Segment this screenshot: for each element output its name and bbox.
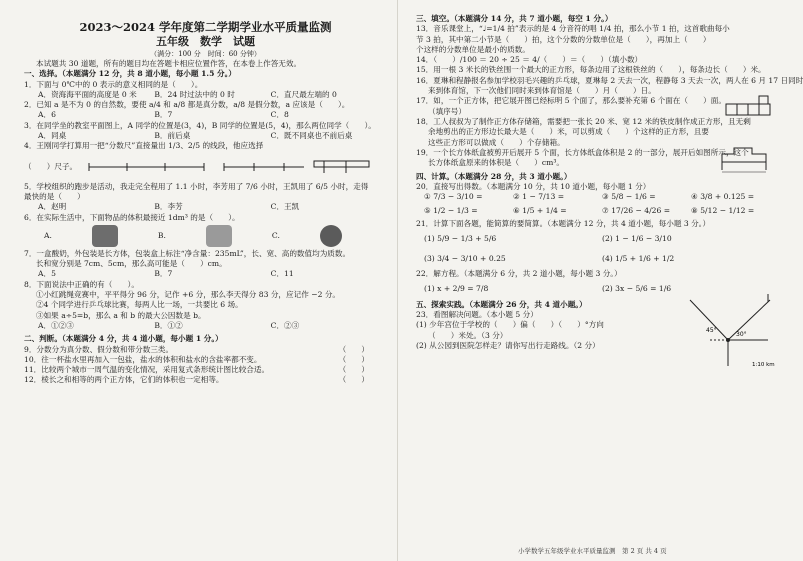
question-12-text: 12．棱长之和相等的两个正方体，它们的体积也一定相等。 bbox=[24, 375, 224, 385]
section-5-block bbox=[416, 299, 780, 368]
calc-item: ⑤ 1/2 − 1/3 = bbox=[424, 205, 478, 215]
calc-row-1 bbox=[416, 192, 780, 202]
question-21-row-2 bbox=[416, 249, 780, 269]
question-16: 16．夏琳和程静报名参加学校羽毛兴趣的乒乓球，夏琳每 2 天去一次，程静每 3 天去一次，两人在 6 月 17 日同时 bbox=[416, 75, 803, 85]
question-11-text: 11．比较两个城市一周气温的变化情况，采用复式条形统计图比较合适。 bbox=[24, 365, 270, 375]
exam-title: 2023～2024 学年度第二学期学业水平质量监测 bbox=[79, 20, 332, 34]
section-1-heading: 一、选择。（本题满分 12 分，共 8 道小题，每小题 1.5 分。） bbox=[24, 69, 236, 79]
question-23-part-2: (2) 从公园到医院怎样走？请你写出行走路线。（2 分） bbox=[416, 340, 600, 350]
exam-meta: （满分：100 分 时间：60 分钟） bbox=[150, 50, 261, 58]
right-page bbox=[397, 0, 803, 561]
cube-net-figure bbox=[724, 96, 780, 118]
question-17-block bbox=[416, 96, 780, 117]
map-angle-label: 30° bbox=[736, 330, 747, 338]
option: C．直尺最左端的 0 bbox=[270, 89, 337, 99]
option: B．①② bbox=[154, 320, 183, 330]
question-10-text: 10．往一杯盐水里再加入一包盐，盐水的体积和盐水的含盐率都不变。 bbox=[24, 354, 262, 364]
question-13-line-3: 个这样的分数单位是最小的质数。 bbox=[416, 44, 530, 54]
ball-image bbox=[320, 225, 342, 247]
option: A．赵明 bbox=[38, 202, 67, 212]
statement-3: ③如果 a÷5=b，那么 a 和 b 的最大公因数是 b。 bbox=[36, 310, 206, 320]
left-page bbox=[0, 0, 397, 561]
option: C．②③ bbox=[270, 320, 300, 330]
question-12 bbox=[24, 375, 387, 385]
question-18: 18．工人叔叔为了制作正方体存储箱，需要把一张长 20 米、宽 12 米的铁皮制作成正方形，且无剩 bbox=[416, 116, 751, 126]
question-17-line-2: （填序号） bbox=[428, 106, 466, 116]
question-21-row-1 bbox=[416, 229, 780, 249]
equation: (1) x + 2/9 = 7/8 bbox=[424, 284, 489, 294]
map-scale-label: 1:10 km bbox=[752, 361, 775, 368]
question-23: 23．看图解决问题。（本小题 5 分） bbox=[416, 309, 538, 319]
question-19: 19．一个长方体纸盒被剪开后展开 5 个面，长方体纸盒体积是 2 的一部分，展开后如图所示，这个 bbox=[416, 147, 749, 157]
option: A．①②③ bbox=[38, 320, 74, 330]
section-4-heading: 四、计算。（本题满分 28 分，共 3 道小题。） bbox=[416, 171, 572, 181]
backpack-image bbox=[92, 225, 118, 247]
question-7-tail: 长和宽分别是 7cm、5cm，那么高可能是（ ）cm。 bbox=[36, 259, 227, 269]
question-6-options bbox=[24, 223, 387, 249]
question-23-part-1: (1) 少年宫位于学校的（ ）偏（ ）（ ）°方向 bbox=[416, 320, 604, 330]
question-5-tail: 最快的是（ ） bbox=[24, 191, 85, 201]
statement-1: ①小红跳绳竞赛中，平平得分 96 分，记作 +6 分，那么李天得分 83 分，应记作 −2 分。 bbox=[36, 290, 341, 300]
question-13-line-2: 节 3 拍，其中第二小节是（ ）拍，这个分数的分数单位是（ ），再加上（ ） bbox=[416, 34, 711, 44]
question-23-part-1-tail: （ ）米处。（3 分） bbox=[428, 330, 508, 340]
question-19-block bbox=[416, 148, 780, 172]
answer-blank: （ ） bbox=[338, 354, 369, 364]
fraction-rulers-figure bbox=[84, 153, 374, 181]
box-net-figure bbox=[718, 144, 780, 174]
question-7: 7．一盒酸奶，外包装是长方体，包装盒上标注“净含量：235mL”，长、宽、高的数值均为质数。 bbox=[24, 248, 351, 258]
statement-2: ②4 个同学进行乒乓球比赛，每两人比一场，一共要比 6 场。 bbox=[36, 300, 243, 310]
calc-row-2 bbox=[416, 206, 780, 216]
exam-subtitle: 五年级 数学 试题 bbox=[156, 35, 255, 48]
calc-item: ④ 3/8 + 0.125 = bbox=[691, 192, 755, 202]
question-1-options bbox=[24, 90, 387, 100]
option: A．资海海平面的高度是 0 米 bbox=[38, 89, 137, 99]
calc-item: ⑦ 17/26 − 4/26 = bbox=[602, 205, 671, 215]
question-18-line-3: 这些正方形可以做成（ ）个存储箱。 bbox=[428, 137, 565, 147]
question-21: 21．计算下面各题，能简算的要简算。（本题满分 12 分，共 4 道小题，每小题 3 分。） bbox=[416, 219, 711, 229]
option: A．5 bbox=[38, 269, 56, 279]
option: A．同桌 bbox=[38, 131, 67, 141]
section-3-heading: 三、填空。（本题满分 14 分，共 7 道小题，每空 1 分。） bbox=[416, 14, 613, 23]
answer-blank: （ ） bbox=[338, 365, 369, 375]
answer-blank: （ ） bbox=[338, 344, 369, 354]
question-4-tail: （ ）尺子。 bbox=[24, 161, 78, 171]
school-marker bbox=[726, 338, 730, 342]
expression: (2) 1 − 1/6 − 3/10 bbox=[602, 234, 672, 244]
question-16-line-2: 来到体育馆，下一次他们同时来到体育馆是（ ）月（ ）日。 bbox=[428, 86, 656, 96]
question-3: 3．在同学坐的教室平面图上，A 同学的位置是(3，4)，B 同学的位置是(5，4)，那么两位同学（ ）。 bbox=[24, 120, 376, 130]
direction-map-figure bbox=[670, 292, 780, 370]
option: A．6 bbox=[38, 110, 56, 120]
option: B．7 bbox=[154, 110, 173, 120]
calc-item: ⑥ 1/5 + 1/4 = bbox=[513, 205, 567, 215]
question-19-line-2: 长方体纸盒原来的体积是（ ）cm³。 bbox=[428, 158, 564, 168]
section-5-heading: 五、探索实践。（本题满分 26 分，共 4 道小题。） bbox=[416, 299, 587, 309]
option: B．24 时过法中的 0 时 bbox=[154, 89, 235, 99]
option: B．前后桌 bbox=[154, 131, 191, 141]
question-2-options bbox=[24, 110, 387, 120]
option: B．李芳 bbox=[154, 202, 183, 212]
question-20: 20．直接写出得数。（本题满分 10 分，共 10 道小题，每小题 1 分） bbox=[416, 182, 651, 192]
expression: (4) 1/5 + 1/6 + 1/2 bbox=[602, 254, 675, 264]
question-10 bbox=[24, 355, 387, 365]
box-image bbox=[206, 225, 232, 247]
option: C．11 bbox=[270, 269, 294, 279]
question-22: 22．解方程。（本题满分 6 分，共 2 道小题，每小题 3 分。） bbox=[416, 269, 622, 279]
question-5: 5．学校组织的跑步是活动，我走完全程用了 1.1 小时，李芳用了 7/6 小时，王凯用了 6/5 小时，走得 bbox=[24, 181, 369, 191]
expression: (1) 5/9 − 1/3 + 5/6 bbox=[424, 234, 497, 244]
question-1: 1．下面与 0℃中的 0 表示的意义相同的是（ ）。 bbox=[24, 79, 203, 89]
question-18-line-2: 余地剪出的正方形边长最大是（ ）米，可以剪成（ ）个这样的正方形，且要 bbox=[428, 127, 709, 137]
calc-item: ⑧ 5/12 − 1/12 = bbox=[691, 205, 755, 215]
calc-item: ② 1 − 7/13 = bbox=[513, 192, 565, 202]
question-7-options bbox=[24, 269, 387, 279]
section-2-heading: 二、判断。（本题满分 4 分，共 4 道小题，每小题 1 分。） bbox=[24, 334, 223, 344]
option: C．王凯 bbox=[270, 202, 300, 212]
exam-intro: 本试题共 30 道题，所有的题目均在答题卡相应位置作答，在本卷上作答无效。 bbox=[36, 59, 302, 68]
option: C. bbox=[271, 230, 280, 240]
question-5-options bbox=[24, 202, 387, 212]
question-9-text: 9．分数分为真分数、假分数和带分数三类。 bbox=[24, 344, 174, 354]
question-11 bbox=[24, 365, 387, 375]
option: B. bbox=[157, 230, 166, 240]
question-14: 14．（ ）/100 ＝ 20 ÷ 25 ＝ 4/（ ）＝（ ）（填小数） bbox=[416, 55, 643, 65]
question-4-row bbox=[24, 152, 387, 182]
equation: (2) 3x − 5/6 = 1/6 bbox=[602, 284, 672, 294]
option: B．7 bbox=[154, 269, 173, 279]
option: C．既不同桌也不前后桌 bbox=[270, 131, 353, 141]
question-2: 2．已知 a 是不为 0 的自然数，要使 a/4 和 a/8 都是真分数，a/8 是假分数，a 应该是（ ）。 bbox=[24, 100, 350, 110]
question-8-options bbox=[24, 321, 387, 331]
question-13: 13．音乐课堂上，“♩=1/4 拍”表示的是 4 分音符的唱 1/4 拍，那么小节 1 拍，这首歌曲每小 bbox=[416, 24, 730, 34]
question-3-options bbox=[24, 131, 387, 141]
question-9 bbox=[24, 345, 387, 355]
question-4: 4．王刚同学打算用一把“分数尺”直接量出 1/3、2/5 的线段，他应选择 bbox=[24, 141, 264, 151]
question-6: 6．在实际生活中，下面物品的体积最接近 1dm³ 的是（ ）。 bbox=[24, 212, 240, 222]
option: C．8 bbox=[270, 110, 289, 120]
calc-item: ① 7/3 − 3/10 = bbox=[424, 192, 483, 202]
question-15: 15．用一根 3 米长的铁丝围一个最大的正方形，每条边用了这根铁丝的（ ），每条边长（ ）米。 bbox=[416, 65, 766, 75]
map-angle-label: 45° bbox=[706, 326, 717, 334]
expression: (3) 3/4 − 3/10 + 0.25 bbox=[424, 254, 506, 264]
option: A. bbox=[44, 230, 52, 240]
page-footer: 小学数学五年级学业水平质量监测 第 2 页 共 4 页 bbox=[518, 547, 667, 555]
question-17: 17．如，一个正方体，把它展开图已经标明 5 个面了，那么要补充第 6 个面在（ ）面。 bbox=[416, 96, 726, 106]
calc-item: ③ 5/8 − 1/6 = bbox=[602, 192, 656, 202]
question-8: 8．下面说法中正确的有（ ）。 bbox=[24, 279, 139, 289]
answer-blank: （ ） bbox=[338, 375, 369, 385]
